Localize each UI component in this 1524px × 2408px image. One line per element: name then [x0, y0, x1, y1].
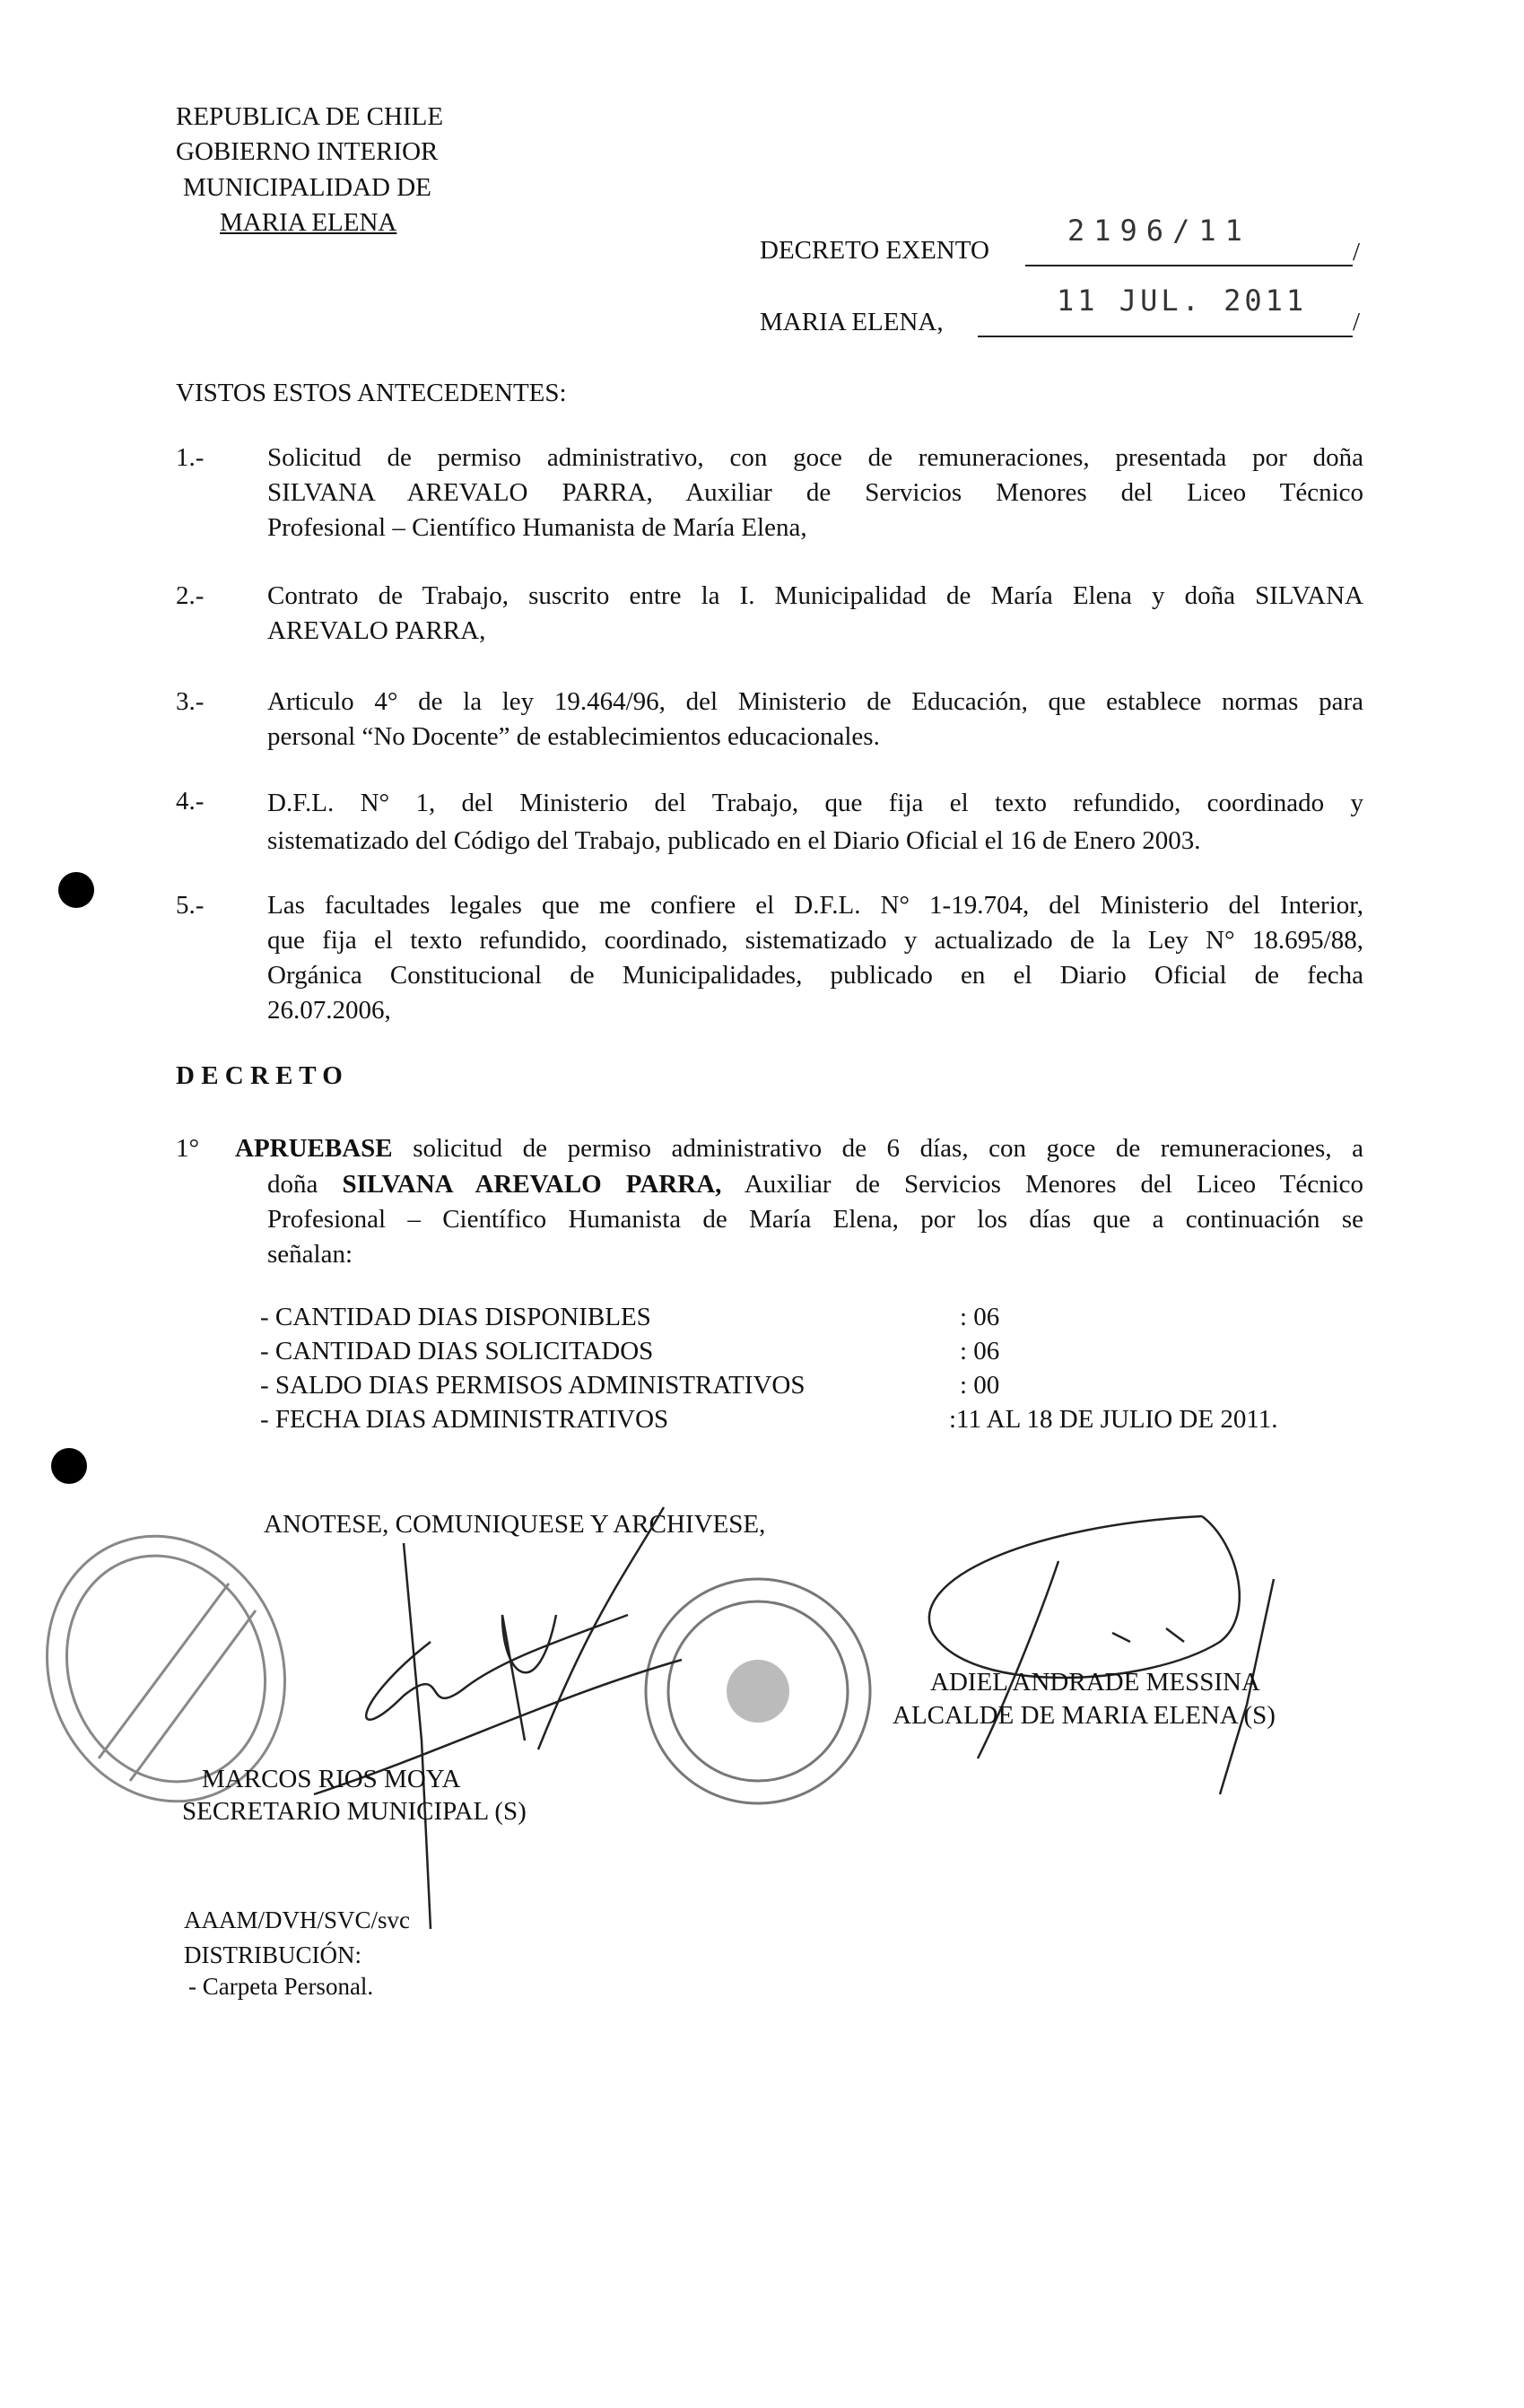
article-number: 1°	[176, 1134, 200, 1163]
decreto-title: D E C R E T O	[176, 1061, 343, 1090]
mayor-name: ADIEL ANDRADE MESSINA	[930, 1668, 1260, 1697]
slash: /	[1353, 308, 1361, 336]
text-line: 26.07.2006,	[267, 996, 391, 1025]
distribution-label: DISTRIBUCIÓN:	[184, 1941, 362, 1968]
slash: /	[1353, 238, 1361, 266]
row-label: - FECHA DIAS ADMINISTRATIVOS	[260, 1405, 669, 1434]
secretary-title: SECRETARIO MUNICIPAL (S)	[182, 1797, 527, 1826]
text-line: señalan:	[267, 1240, 353, 1269]
letterhead-line: REPUBLICA DE CHILE	[176, 102, 444, 131]
text-line: AREVALO PARRA,	[267, 616, 486, 645]
alcaldia-stamp	[646, 1579, 870, 1803]
row-value: : 06	[960, 1303, 1000, 1331]
item-number: 3.-	[176, 687, 205, 716]
signature-secretary	[314, 1507, 682, 1929]
text-line: D.F.L. N° 1, del Ministerio del Trabajo, que fija el texto refundido, coordinado y	[267, 789, 1363, 817]
mayor-title: ALCALDE DE MARIA ELENA (S)	[893, 1701, 1276, 1730]
item-number: 4.-	[176, 787, 205, 816]
text-line: personal “No Docente” de establecimientos educacionales.	[267, 722, 880, 751]
text-line: que fija el texto refundido, coordinado, sistematizado y actualizado de la Ley N° 18.695/88,	[267, 926, 1363, 955]
text-line: Profesional – Científico Humanista de María Elena, por los días que a continuación se	[267, 1205, 1363, 1234]
text-line: SILVANA AREVALO PARRA, Auxiliar de Servicios Menores del Liceo Técnico	[267, 478, 1363, 507]
decree-label: DECRETO EXENTO	[760, 236, 989, 265]
text-line: Profesional – Científico Humanista de María Elena,	[267, 513, 807, 542]
item-number: 1.-	[176, 443, 205, 472]
decree-number-stamp: 2196/11	[1067, 214, 1251, 248]
letterhead-line: MUNICIPALIDAD DE	[183, 173, 431, 202]
item-number: 2.-	[176, 581, 205, 610]
letterhead-line: MARIA ELENA	[220, 208, 397, 237]
text: doña	[267, 1170, 343, 1199]
text-line: Contrato de Trabajo, suscrito entre la I. Municipalidad de María Elena y doña SILVANA	[267, 581, 1363, 610]
row-value: : 06	[960, 1337, 1000, 1365]
text: solicitud de permiso administrativo de 6 días, con goce de remuneraciones, a	[392, 1134, 1363, 1163]
item-number: 5.-	[176, 891, 205, 920]
text-line: Las facultades legales que me confiere el D.F.L. N° 1-19.704, del Ministerio del Interior,	[267, 891, 1363, 920]
place-label: MARIA ELENA,	[760, 308, 944, 336]
text: Auxiliar de Servicios Menores del Liceo Técnico	[721, 1170, 1364, 1199]
vistos-title: VISTOS ESTOS ANTECEDENTES:	[176, 379, 567, 407]
text-line: sistematizado del Código del Trabajo, publicado en el Diario Oficial el 16 de Enero 2003.	[267, 826, 1201, 855]
date-stamp: 11 JUL. 2011	[1057, 284, 1308, 318]
closing-formula: ANOTESE, COMUNIQUESE Y ARCHIVESE,	[264, 1510, 766, 1539]
row-label: - CANTIDAD DIAS SOLICITADOS	[260, 1337, 654, 1365]
row-label: - SALDO DIAS PERMISOS ADMINISTRATIVOS	[260, 1371, 806, 1400]
text-line: Solicitud de permiso administrativo, con goce de remuneraciones, presentada por doña	[267, 443, 1363, 472]
row-label: - CANTIDAD DIAS DISPONIBLES	[260, 1303, 651, 1331]
text-line: Articulo 4° de la ley 19.464/96, del Ministerio de Educación, que establece normas para	[267, 687, 1363, 716]
bold-text: APRUEBASE	[235, 1134, 393, 1163]
initials: AAAM/DVH/SVC/svc	[184, 1906, 411, 1933]
row-value: : 00	[960, 1371, 1000, 1400]
letterhead-line: GOBIERNO INTERIOR	[176, 137, 439, 166]
bold-text: SILVANA AREVALO PARRA,	[342, 1170, 722, 1199]
secretary-name: MARCOS RIOS MOYA	[202, 1765, 461, 1793]
row-value: :11 AL 18 DE JULIO DE 2011.	[949, 1405, 1278, 1434]
text-line: Orgánica Constitucional de Municipalidades, publicado en el Diario Oficial de fecha	[267, 961, 1363, 990]
signature-mayor	[929, 1516, 1274, 1794]
distribution-item: - Carpeta Personal.	[188, 1973, 374, 2000]
